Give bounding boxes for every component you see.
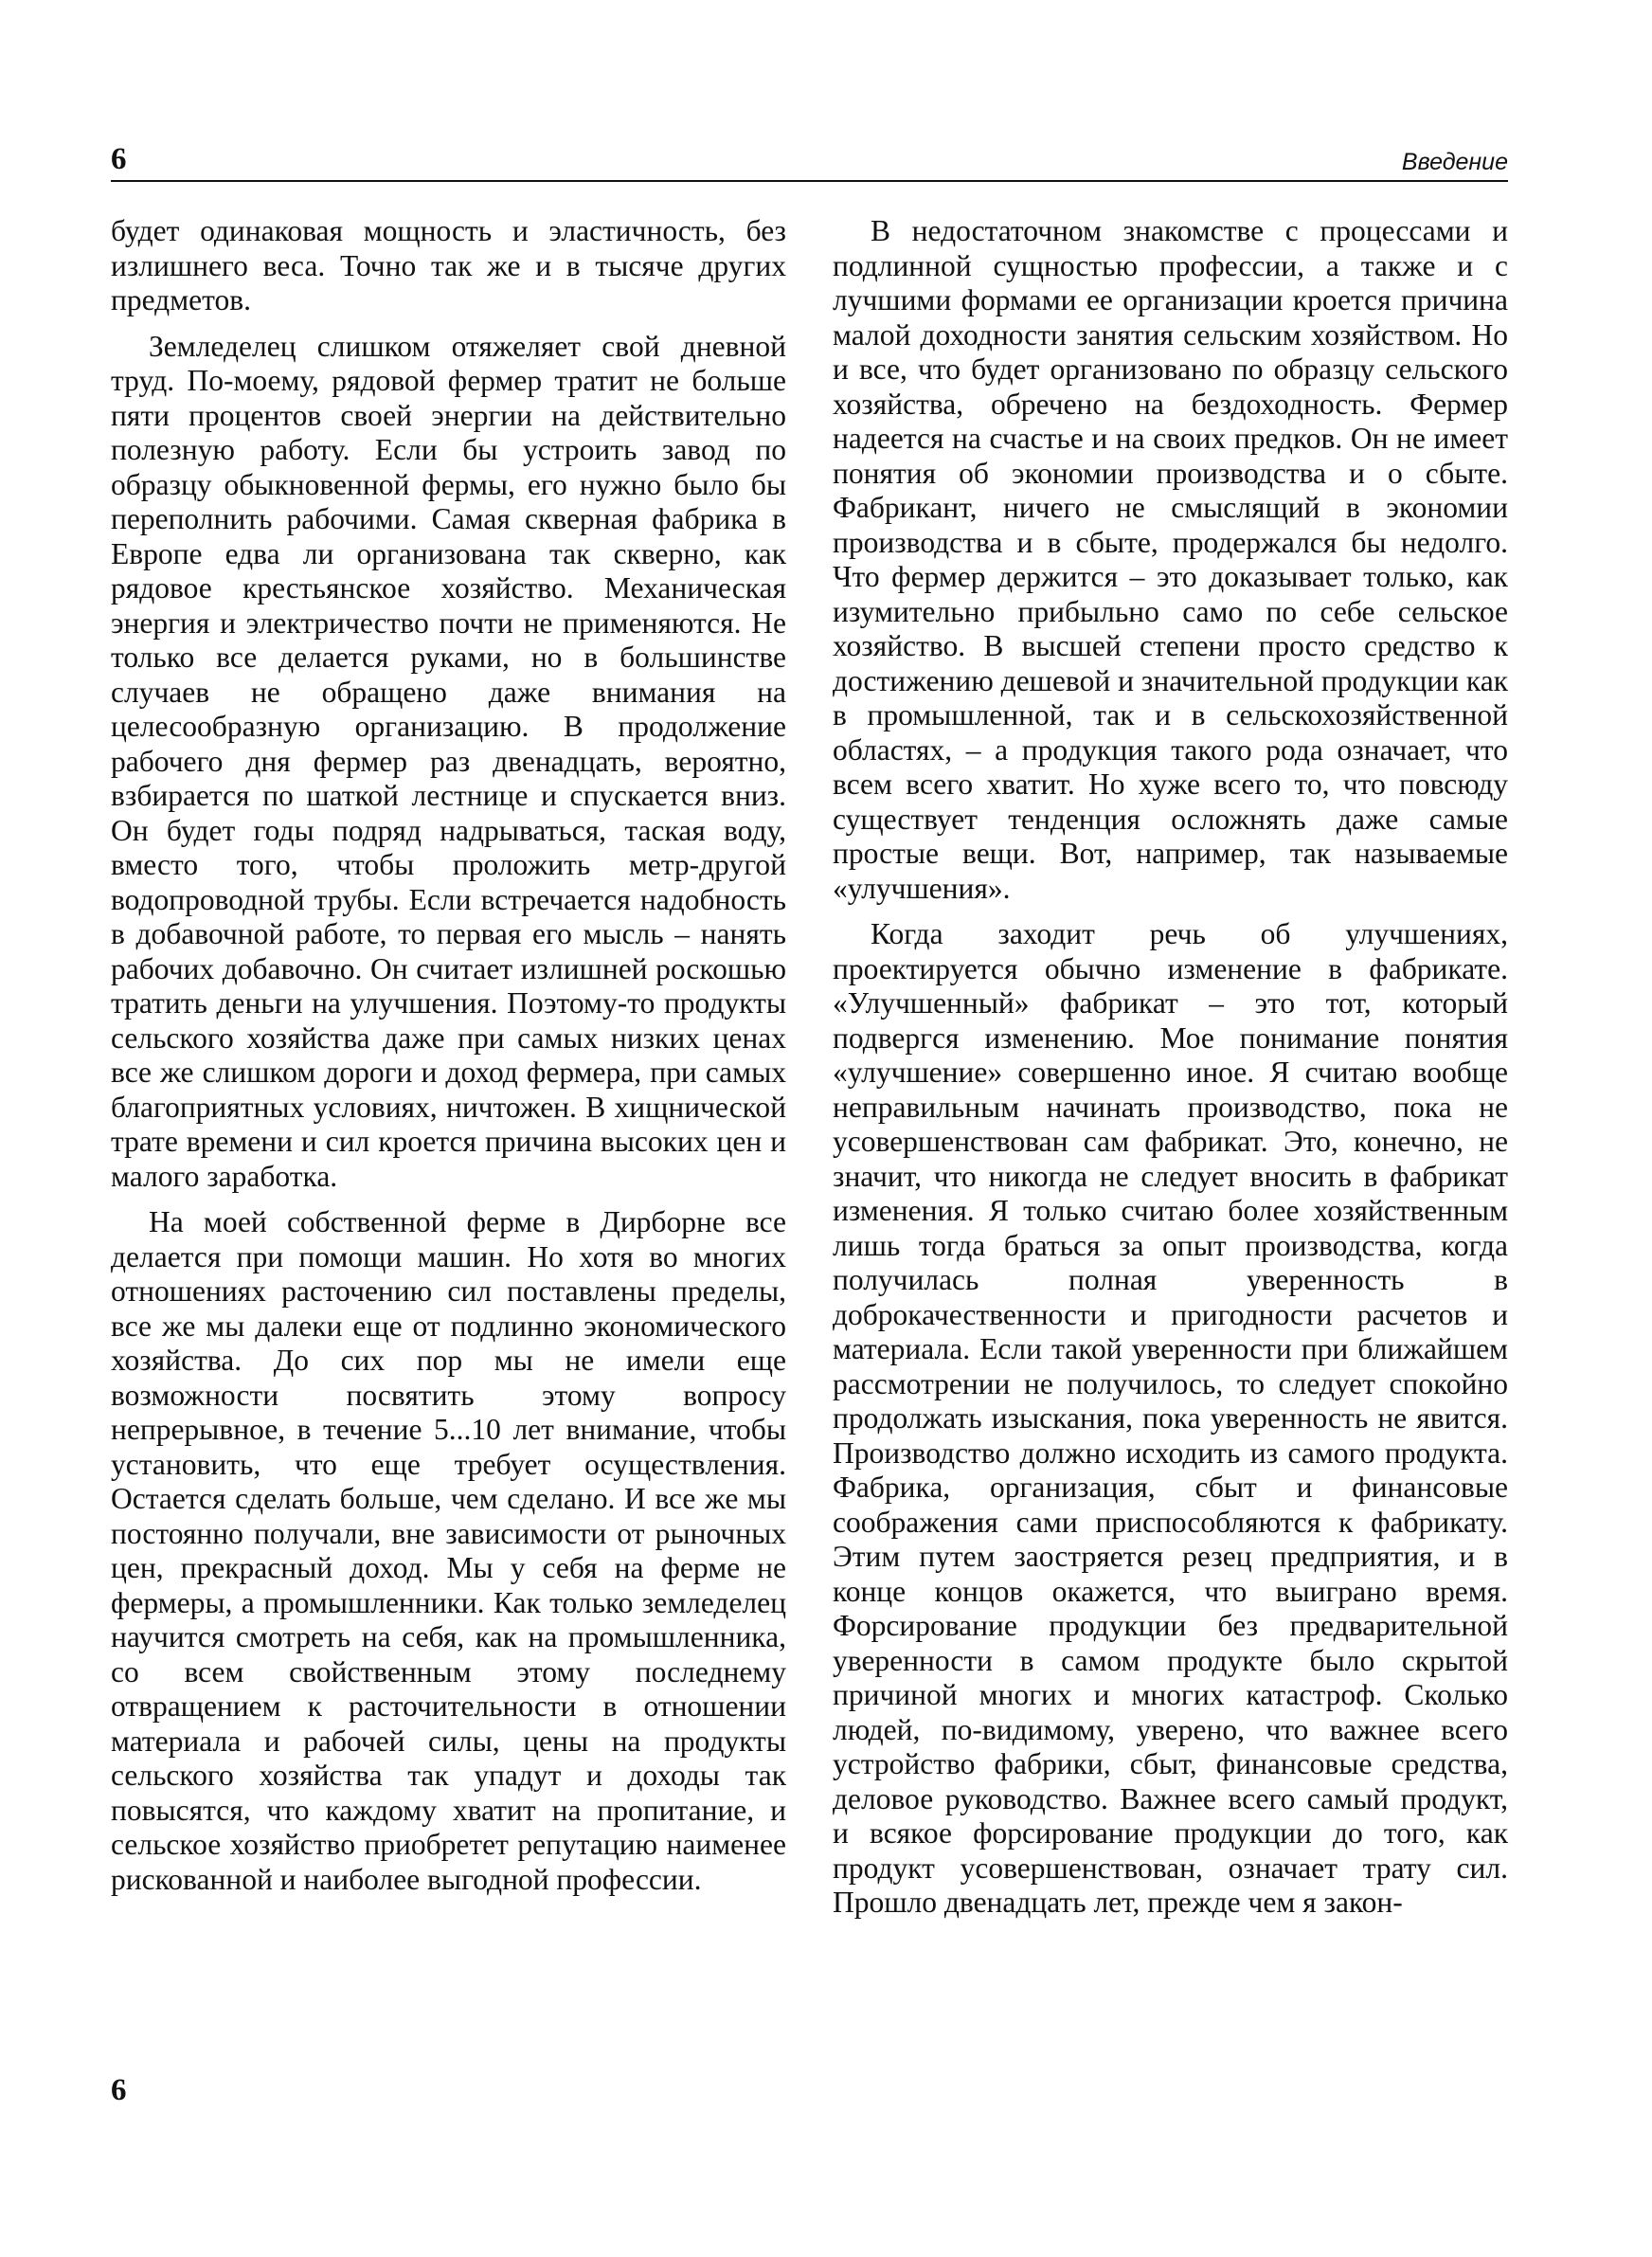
page-number-top: 6: [111, 142, 127, 176]
right-column: [833, 214, 1508, 1921]
paragraph: будет одинаковая мощность и эластичность, без излишнего веса. Точно так же и в тысяче других предметов.: [111, 214, 786, 316]
section-title: Введение: [1401, 149, 1508, 175]
left-column: [111, 214, 786, 1897]
paragraph: Когда заходит речь об улучшениях, проектируется обычно изменение в фабрикате. «Улучшенный» фабрикат – это тот, который подвергся изменению. Мое понимание понятия «улучшение» совершенно иное. Я считаю вообще неправильным начинать производство, пока не усовершенствован сам фабрикат. Это, конечно, не значит, что никогда не следует вносить в фабрикат изменения. Я только считаю более хозяйственным лишь тогда браться за опыт производства, когда получилась полная уверенность в доброкачественности и пригодности расчетов и материала. Если такой уверенности при ближайшем рассмотрении не получилось, то следует спокойно продолжать изыскания, пока уверенность не явится. Производство должно исходить из самого продукта. Фабрика, организация, сбыт и финансовые соображения сами приспособляются к фабрикату. Этим путем заостряется резец предприятия, и в конце концов окажется, что выиграно время. Форсирование продукции без предварительной уверенности в самом продукте было скрытой причиной многих и многих катастроф. Сколько людей, по-видимому, уверено, что важнее всего устройство фабрики, сбыт, финансовые средства, деловое руководство. Важнее всего самый продукт, и всякое форсирование продукции до того, как продукт усовершенствован, означает трату сил. Прошло двенадцать лет, прежде чем я закон-: [833, 917, 1508, 1919]
paragraph: На моей собственной ферме в Дирборне все делается при помощи машин. Но хотя во многих отношениях расточению сил поставлены пределы, все же мы далеки еще от подлинно экономического хозяйства. До сих пор мы не имели еще возможности посвятить этому вопросу непрерывное, в течение 5...10 лет внимание, чтобы установить, что еще требует осуществления. Остается сделать больше, чем сделано. И все же мы постоянно получали, вне зависимости от рыночных цен, прекрасный доход. Мы у себя на ферме не фермеры, а промышленники. Как только земледелец научится смотреть на себя, как на промышленника, со всем свойственным этому последнему отвращением к расточительности в отношении материала и рабочей силы, цены на продукты сельского хозяйства так упадут и доходы так повысятся, что каждому хватит на пропитание, и сельское хозяйство приобретет репутацию наименее рискованной и наиболее выгодной профессии.: [111, 1205, 786, 1896]
page-number-bottom: 6: [111, 2073, 127, 2107]
paragraph: Земледелец слишком отяжеляет свой дневной труд. По-моему, рядовой фермер тратит не больше пяти процентов своей энергии на действительно полезную работу. Если бы устроить завод по образцу обыкновенной фермы, его нужно было бы переполнить рабочими. Самая скверная фабрика в Европе едва ли организована так скверно, как рядовое крестьянское хозяйство. Механическая энергия и электричество почти не применяются. Не только все делается руками, но в большинстве случаев не обращено даже внимания на целесообразную организацию. В продолжение рабочего дня фермер раз двенадцать, вероятно, взбирается по шаткой лестнице и спускается вниз. Он будет годы подряд надрываться, таская воду, вместо того, чтобы проложить метр-другой водопроводной трубы. Если встречается надобность в добавочной работе, то первая его мысль – нанять рабочих добавочно. Он считает излишней роскошью тратить деньги на улучшения. Поэтому-то продукты сельского хозяйства даже при самых низких ценах все же слишком дороги и доход фермера, при самых благоприятных условиях, ничтожен. В хищнической трате времени и сил кроется причина высоких цен и малого заработка.: [111, 329, 786, 1193]
running-header: [111, 142, 1508, 182]
paragraph: В недостаточном знакомстве с процессами и подлинной сущностью профессии, а также и с лучшими формами ее организации кроется причина малой доходности занятия сельским хозяйством. Но и все, что будет организовано по образцу сельского хозяйства, обречено на бездоходность. Фермер надеется на счастье и на своих предков. Он не имеет понятия об экономии производства и о сбыте. Фабрикант, ничего не смыслящий в экономии производства и в сбыте, продержался бы недолго. Что фермер держится – это доказывает только, как изумительно прибыльно само по себе сельское хозяйство. В высшей степени просто средство к достижению дешевой и значительной продукции как в промышленной, так и в сельскохозяйственной областях, – а продукция такого рода означает, что всем всего хватит. Но хуже всего то, что повсюду существует тенденция осложнять даже самые простые вещи. Вот, например, так называемые «улучшения».: [833, 214, 1508, 905]
